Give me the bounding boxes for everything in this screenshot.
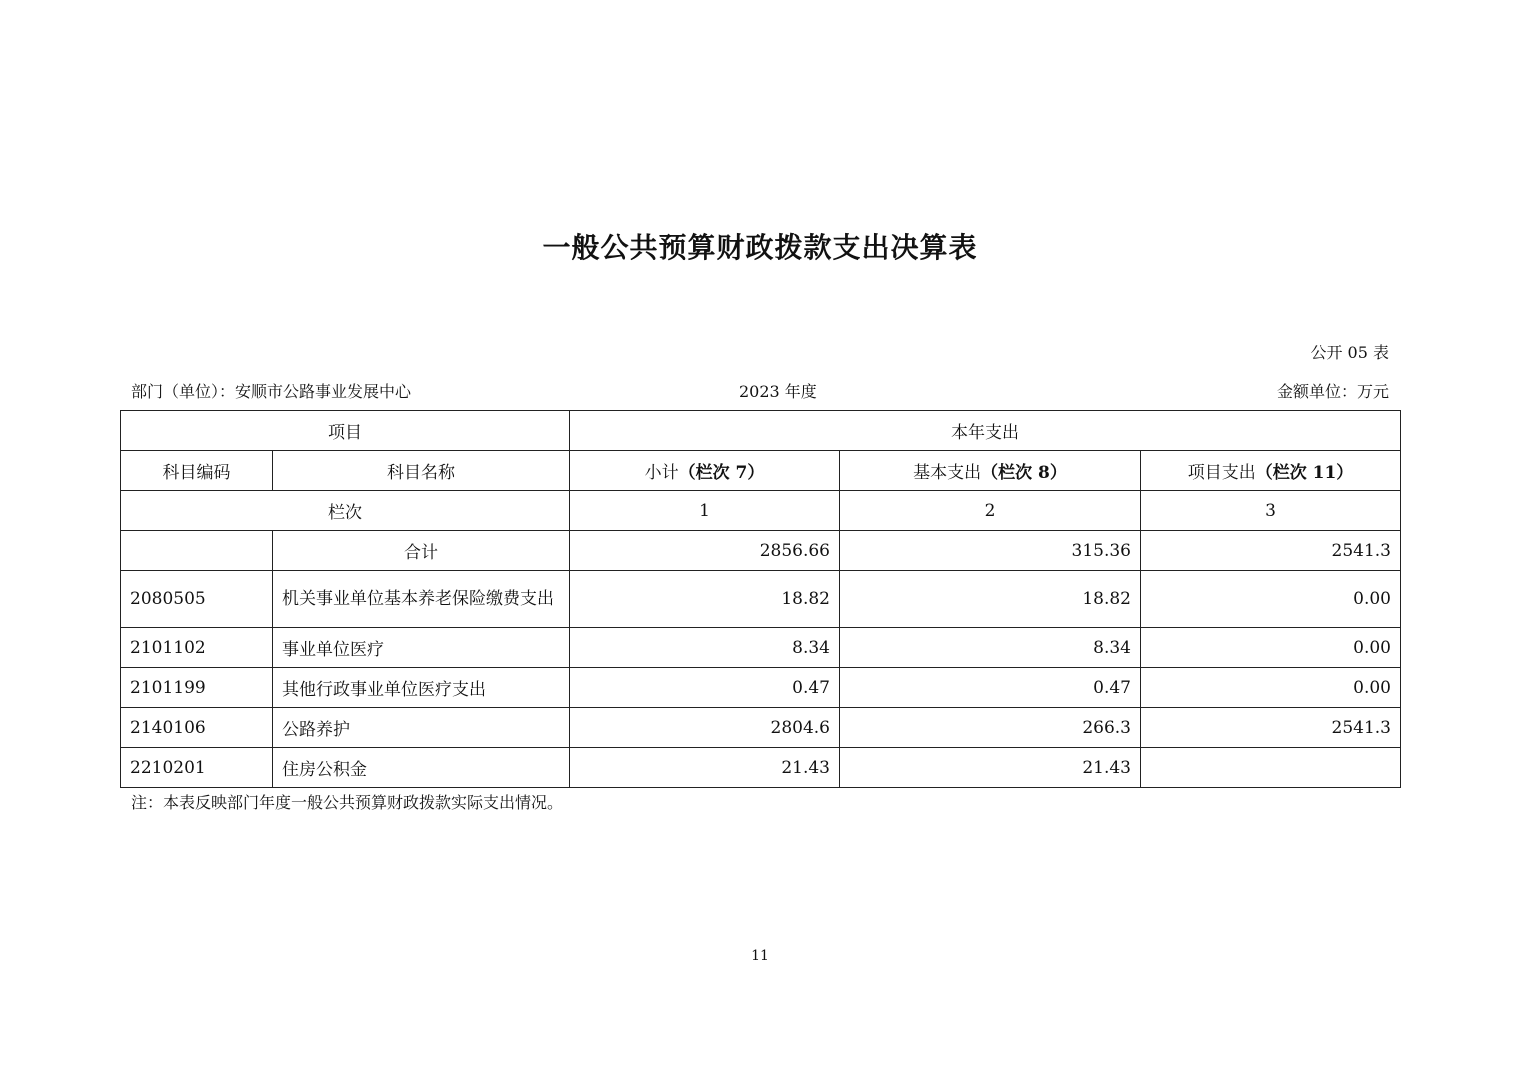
row-subtotal: 0.47: [570, 668, 840, 708]
total-basic: 315.36: [840, 531, 1141, 571]
row-basic: 21.43: [840, 748, 1141, 788]
seq-row: [121, 491, 1401, 531]
row-subtotal: 18.82: [570, 571, 840, 628]
seq-cell: 1: [570, 491, 840, 531]
total-subtotal: 2856.66: [570, 531, 840, 571]
seq-label: 栏次: [121, 491, 570, 531]
row-code: 2080505: [121, 571, 273, 628]
col-subtotal-note: （栏次 7）: [678, 463, 765, 483]
form-number: 公开 05 表: [1310, 343, 1389, 362]
row-project: 0.00: [1141, 668, 1401, 708]
row-basic: 8.34: [840, 628, 1141, 668]
total-label: 合计: [273, 531, 570, 571]
fiscal-year: 2023 年度: [739, 382, 817, 401]
col-subtotal-label: 小计: [644, 463, 679, 483]
col-project-label: 项目支出: [1187, 463, 1256, 483]
col-basic-note: （栏次 8）: [981, 463, 1067, 483]
row-basic: 0.47: [840, 668, 1141, 708]
table-row: [121, 708, 1401, 748]
total-project: 2541.3: [1141, 531, 1401, 571]
col-basic-label: 基本支出: [913, 463, 982, 483]
col-project-header: [1141, 451, 1401, 491]
table-row: [121, 748, 1401, 788]
col-code-header: 科目编码: [121, 451, 273, 491]
col-name-header: 科目名称: [273, 451, 570, 491]
row-name: 住房公积金: [273, 748, 570, 788]
department-label: 部门（单位）：安顺市公路事业发展中心: [131, 382, 412, 401]
row-name: 事业单位医疗: [273, 628, 570, 668]
seq-cell: 2: [840, 491, 1141, 531]
seq-cell: 3: [1141, 491, 1401, 531]
row-project: 0.00: [1141, 571, 1401, 628]
row-code: 2210201: [121, 748, 273, 788]
total-code-cell: [121, 531, 273, 571]
table-row: [121, 571, 1401, 628]
row-basic: 266.3: [840, 708, 1141, 748]
col-basic-header: [840, 451, 1141, 491]
table-row: [121, 628, 1401, 668]
row-name: 机关事业单位基本养老保险缴费支出: [273, 571, 570, 628]
amount-unit: 金额单位：万元: [1276, 382, 1389, 401]
row-code: 2140106: [121, 708, 273, 748]
row-code: 2101102: [121, 628, 273, 668]
row-subtotal: 8.34: [570, 628, 840, 668]
total-row: [121, 531, 1401, 571]
meta-row: [131, 379, 1389, 401]
row-name: 公路养护: [273, 708, 570, 748]
col-subtotal-header: [570, 451, 840, 491]
row-project: 2541.3: [1141, 708, 1401, 748]
header-row-2: [121, 451, 1401, 491]
row-subtotal: 21.43: [570, 748, 840, 788]
page-title: 一般公共预算财政拨款支出决算表: [542, 231, 978, 264]
col-project-note: （栏次 11）: [1255, 463, 1354, 483]
table-row: [121, 668, 1401, 708]
row-subtotal: 2804.6: [570, 708, 840, 748]
table-note: 注：本表反映部门年度一般公共预算财政拨款实际支出情况。: [131, 793, 564, 812]
header-expense: 本年支出: [570, 411, 1401, 451]
page-number: 11: [751, 948, 769, 964]
row-project: 0.00: [1141, 628, 1401, 668]
header-item: 项目: [121, 411, 570, 451]
expenditure-table: [120, 410, 1401, 788]
row-code: 2101199: [121, 668, 273, 708]
row-project: [1141, 748, 1401, 788]
row-name: 其他行政事业单位医疗支出: [273, 668, 570, 708]
row-basic: 18.82: [840, 571, 1141, 628]
header-row-1: [121, 411, 1401, 451]
